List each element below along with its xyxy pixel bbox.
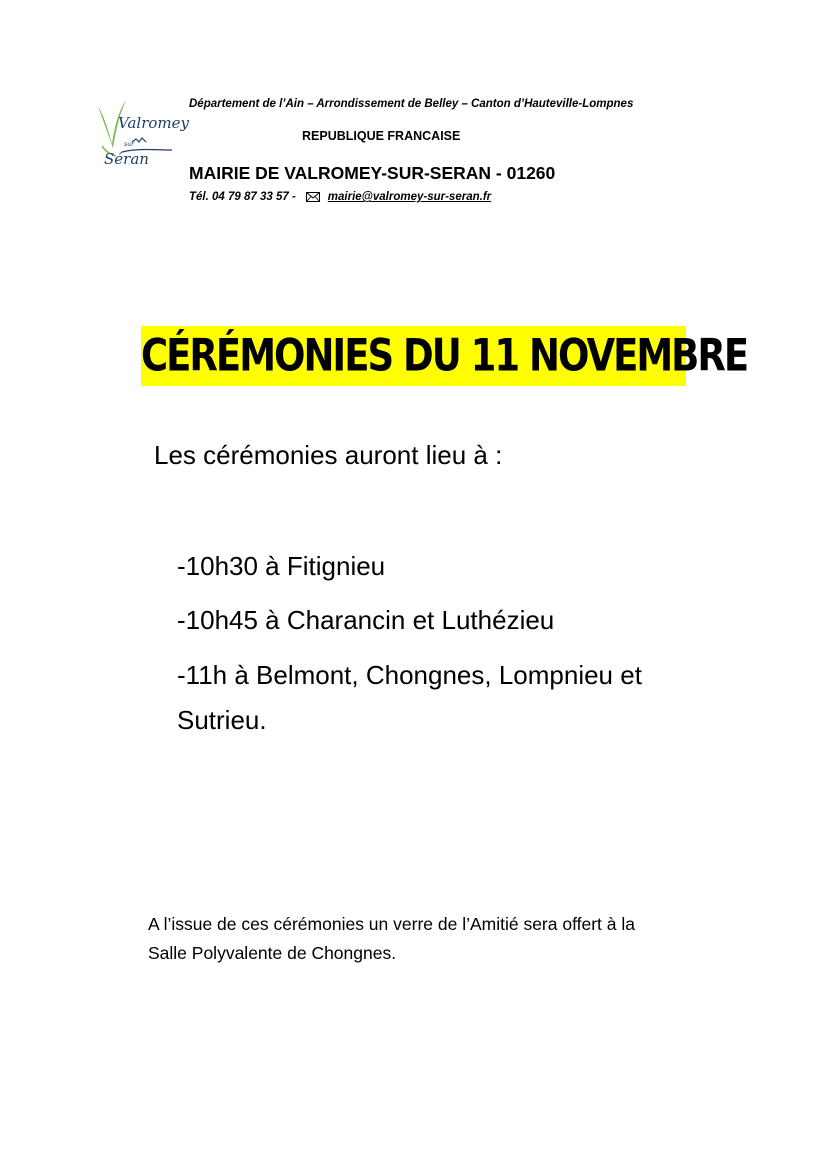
logo-text-top: Valromey <box>118 114 189 132</box>
schedule-item-sutrieu: Sutrieu. <box>177 705 267 735</box>
schedule-item-charancin: -10h45 à Charancin et Luthézieu <box>177 605 555 635</box>
title-highlight <box>141 326 748 386</box>
envelope-icon <box>306 192 320 202</box>
schedule-item-fitignieu: -10h30 à Fitignieu <box>177 551 386 581</box>
republic-label: REPUBLIQUE FRANCAISE <box>302 129 461 143</box>
footer-line-1: A l’issue de ces cérémonies un verre de l’Amitié sera offert à la <box>148 914 635 934</box>
page-title: CÉRÉMONIES DU 11 NOVEMBRE <box>141 329 748 382</box>
schedule-item-belmont: -11h à Belmont, Chongnes, Lompnieu et <box>177 660 642 690</box>
footer-line-2: Salle Polyvalente de Chongnes. <box>148 943 397 963</box>
email-link[interactable]: mairie@valromey-sur-seran.fr <box>327 191 492 203</box>
intro-text: Les cérémonies auront lieu à : <box>154 440 503 470</box>
department-line: Département de l’Ain – Arrondissement de Belley – Canton d’Hauteville-Lompnes <box>189 98 634 110</box>
contact-line <box>189 191 491 203</box>
logo-text-bottom: Séran <box>104 150 149 168</box>
footer-note <box>148 910 748 968</box>
logo-text-mid: sur <box>124 141 134 148</box>
valromey-logo-icon <box>92 96 189 170</box>
phone-number: Tél. 04 79 87 33 57 - <box>189 191 296 203</box>
mairie-title: MAIRIE DE VALROMEY-SUR-SERAN - 01260 <box>189 163 556 183</box>
valromey-logo <box>92 96 189 170</box>
